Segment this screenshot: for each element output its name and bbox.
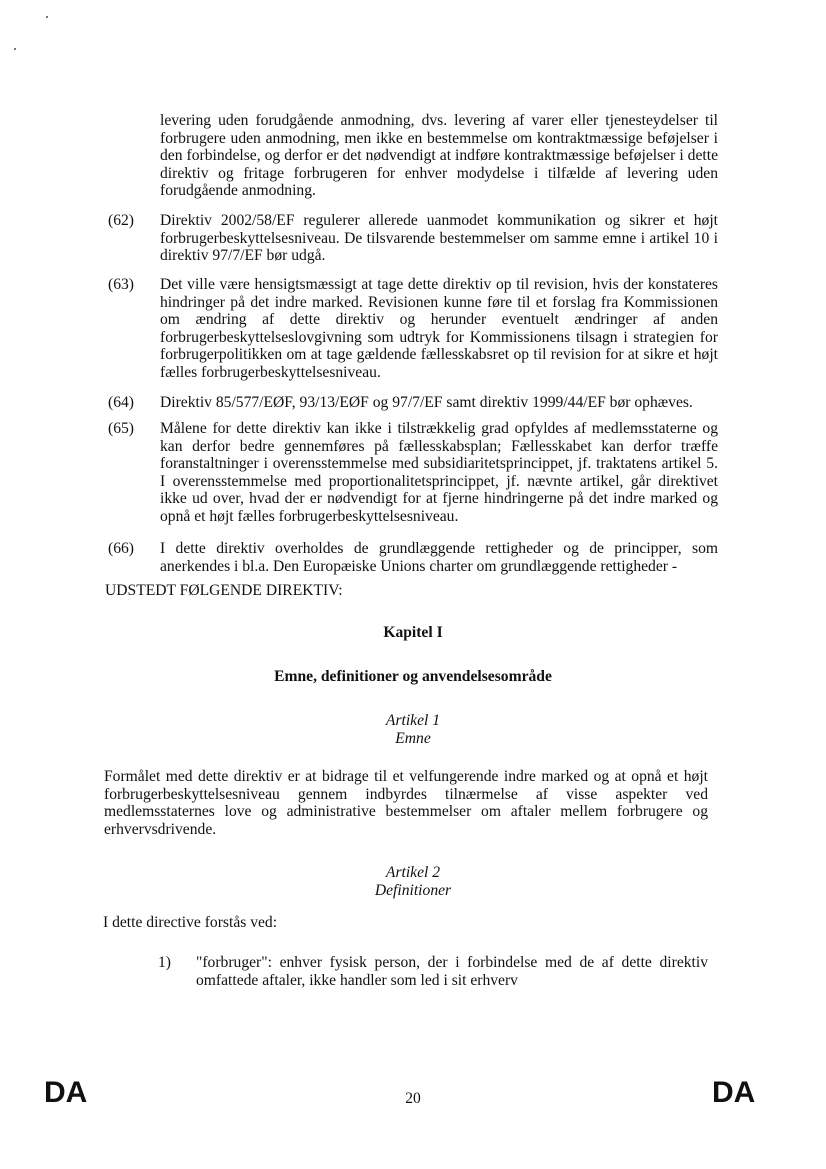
recital-text: Det ville være hensigtsmæssigt at tage dette direktiv op til revision, hvis der konstateres hindringer på det indre marked. Revisionen kunne føre til et forslag fra Kommissionen om ændring af dette direktiv og herunder eventuelt ændringer af anden forbrugerbeskyttelseslovgivning som udtryk for Kommissionens tilsagn i strategien for forbrugerpolitikken om at tage gældende fællesskabsret op til revision for at sikre et højt fælles forbrugerbeskyttelsesniveau.	[160, 276, 718, 381]
recital-text: I dette direktiv overholdes de grundlæggende rettigheder og de principper, som anerkendes i bl.a. Den Europæiske Unions charter om grundlæggende rettigheder -	[160, 540, 718, 575]
chapter-subtitle: Emne, definitioner og anvendelsesområde	[274, 668, 552, 685]
article-2-title: Definitioner	[374, 882, 452, 899]
recital-continuation: levering uden forudgående anmodning, dvs. levering af varer eller tjenesteydelser til forbrugere uden anmodning, men ikke en bestemmelse om kontraktmæssige beføjelser i den forbindelse, og derfor er det nødvendigt at indføre kontraktmæssige beføjelser i dette direktiv og fritage forbrugeren for enhver modydelse i tilfælde af levering uden forudgående anmodning.	[160, 112, 718, 200]
page-number: 20	[405, 1090, 421, 1107]
recital-text: Direktiv 2002/58/EF regulerer allerede uanmodet kommunikation og sikrer et højt forbrugerbeskyttelsesniveau. De tilsvarende bestemmelser om samme emne i artikel 10 i direktiv 97/7/EF bør udgå.	[160, 212, 718, 265]
recital-number: (64)	[108, 394, 134, 411]
recital-number: (62)	[108, 212, 134, 229]
language-code-right: DA	[712, 1076, 756, 1109]
definition-text: "forbruger": enhver fysisk person, der i forbindelse med de af dette direktiv omfattede aftaler, ikke handler som led i sit erhverv	[196, 954, 708, 989]
article-1-text: Formålet med dette direktiv er at bidrage til et velfungerende indre marked og at opnå et højt forbrugerbeskyttelsesniveau gennem indbyrdes tilnærmelse af visse aspekter ved medlemsstaternes love og administrative bestemmelser om aftaler mellem forbrugere og erhvervsdrivende.	[104, 768, 708, 838]
recital-text: Direktiv 85/577/EØF, 93/13/EØF og 97/7/EF samt direktiv 1999/44/EF bør ophæves.	[160, 394, 693, 411]
scan-speck	[46, 16, 48, 18]
language-code-left: DA	[44, 1076, 88, 1109]
recital-number: (63)	[108, 276, 134, 293]
enacting-formula: UDSTEDT FØLGENDE DIREKTIV:	[105, 582, 343, 599]
scan-speck	[14, 48, 16, 50]
definition-number: 1)	[158, 954, 171, 971]
recital-number: (65)	[108, 420, 134, 437]
recital-text: Målene for dette direktiv kan ikke i tilstrækkelig grad opfyldes af medlemsstaterne og kan derfor bedre gennemføres på fællesskabsplan; Fællesskabet kan derfor træffe foranstaltninger i overensstemmelse med subsidiaritetsprincippet, jf. traktatens artikel 5. I overensstemmelse med proportionalitetsprincippet, jf. nævnte artikel, går direktivet ikke ud over, hvad der er nødvendigt for at fjerne hindringerne på det indre marked og opnå et højt fælles forbrugerbeskyttelsesniveau.	[160, 420, 718, 525]
article-2-intro: I dette directive forstås ved:	[103, 914, 278, 931]
article-1-number: Artikel 1	[385, 712, 441, 729]
article-1-title: Emne	[395, 730, 431, 747]
article-2-number: Artikel 2	[385, 864, 441, 881]
chapter-title: Kapitel I	[383, 624, 443, 641]
recital-number: (66)	[108, 540, 134, 557]
